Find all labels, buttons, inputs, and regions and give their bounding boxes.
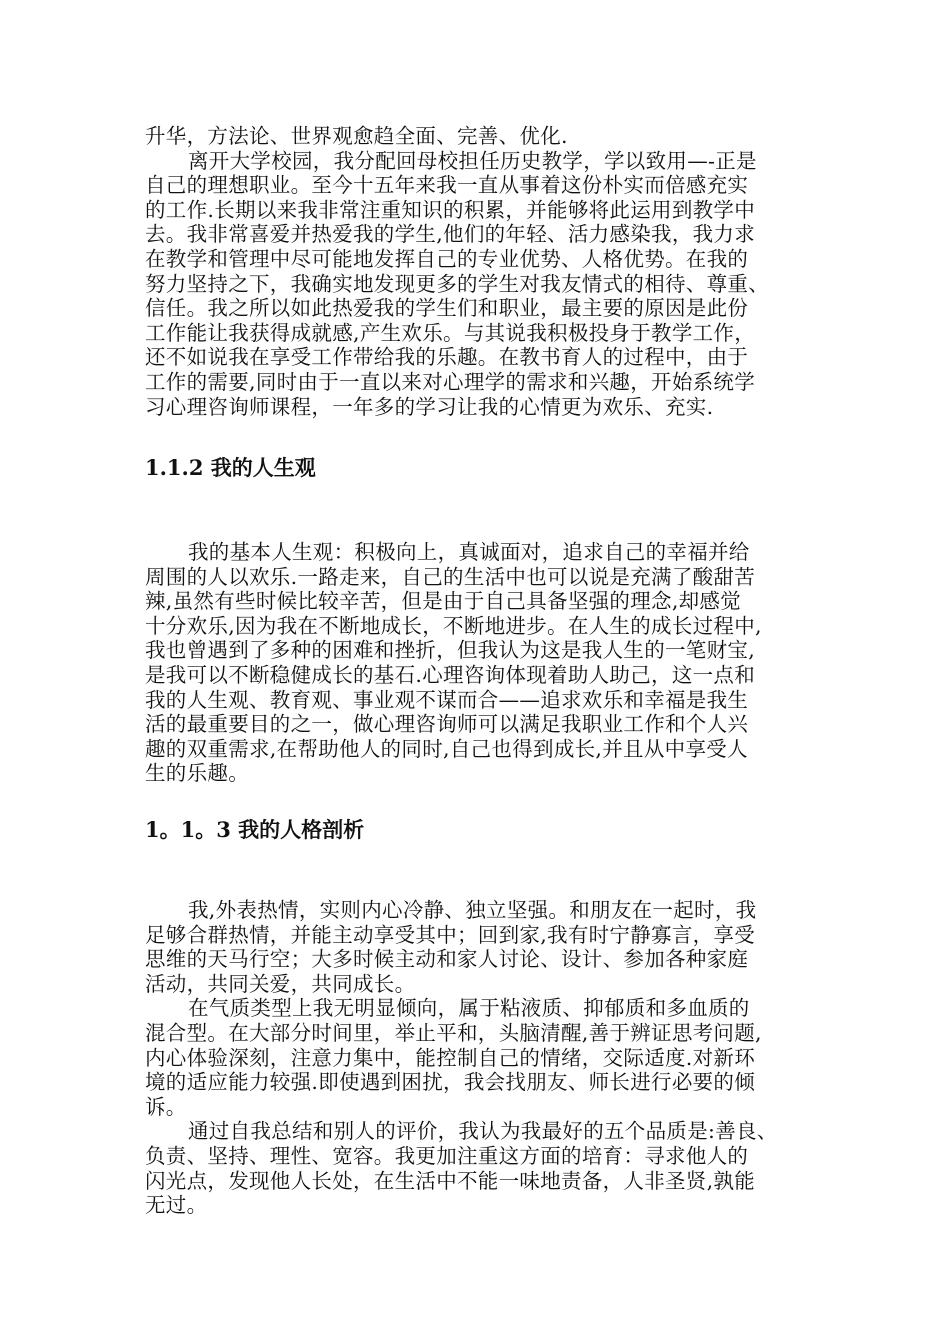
- text-line: 内心体验深刻，注意力集中，能控制自己的情绪，交际适度.对新环: [145, 1045, 756, 1070]
- text-line: 自己的理想职业。至今十五年来我一直从事着这份朴实而倍感充实: [145, 173, 749, 198]
- text-line: 的工作.长期以来我非常注重知识的积累，并能够将此运用到教学中: [145, 197, 756, 222]
- text-line: 负责、坚持、理性、宽容。我更加注重这方面的培育：寻求他人的: [145, 1143, 749, 1168]
- section-heading-outlook: 1.1.2 我的人生观: [145, 455, 316, 480]
- text-line: 生的乐趣。: [145, 761, 249, 786]
- text-line: 去。我非常喜爱并热爱我的学生,他们的年轻、活力感染我，我力求: [145, 222, 756, 247]
- text-line: 我的人生观、教育观、事业观不谋而合——追求欢乐和幸福是我生: [145, 687, 749, 712]
- text-line: 思维的天马行空；大多时候主动和家人讨论、设计、参加各种家庭: [145, 947, 749, 972]
- paragraph-personality: [145, 898, 815, 1218]
- paragraph-outlook: [145, 540, 815, 786]
- text-line: 工作的需要,同时由于一直以来对心理学的需求和兴趣，开始系统学: [145, 369, 756, 394]
- text-line: 在教学和管理中尽可能地发挥自己的专业优势、人格优势。在我的: [145, 246, 749, 271]
- paragraph-career: [145, 124, 815, 419]
- section-heading-personality: 1。1。3 我的人格剖析: [145, 817, 365, 842]
- text-line: 境的适应能力较强.即使遇到困扰，我会找朋友、师长进行必要的倾: [145, 1070, 756, 1095]
- text-line: 混合型。在大部分时间里，举止平和，头脑清醒,善于辨证思考问题,: [145, 1020, 762, 1045]
- text-line: 信任。我之所以如此热爱我的学生们和职业，最主要的原因是此份: [145, 296, 749, 321]
- text-line: 辣,虽然有些时候比较辛苦，但是由于自己具备坚强的理念,却感觉: [145, 589, 742, 614]
- text-line: 活动，共同关爱，共同成长。: [145, 971, 416, 996]
- text-line: 诉。: [145, 1094, 187, 1119]
- text-line: 我的基本人生观：积极向上，真诚面对，追求自己的幸福并给: [188, 540, 750, 564]
- text-line: 通过自我总结和别人的评价，我认为我最好的五个品质是:善良、: [188, 1119, 778, 1144]
- text-line: 升华，方法论、世界观愈趋全面、完善、优化.: [145, 124, 568, 148]
- text-line: 在气质类型上我无明显倾向，属于粘液质、抑郁质和多血质的: [188, 996, 750, 1021]
- text-line: 我也曾遇到了多种的困难和挫折，但我认为这是我人生的一笔财宝,: [145, 638, 756, 663]
- text-line: 趣的双重需求,在帮助他人的同时,自己也得到成长,并且从中享受人: [145, 736, 748, 761]
- text-line: 还不如说我在享受工作带给我的乐趣。在教书育人的过程中，由于: [145, 345, 749, 370]
- text-line: 十分欢乐,因为我在不断地成长，不断地进步。在人生的成长过程中,: [145, 613, 762, 638]
- text-line: 无过。: [145, 1193, 208, 1218]
- text-line: 工作能让我获得成就感,产生欢乐。与其说我积极投身于教学工作，: [145, 320, 756, 345]
- text-line: 离开大学校园，我分配回母校担任历史教学，学以致用—-正是: [188, 148, 757, 173]
- text-line: 足够合群热情，并能主动享受其中；回到家,我有时宁静寡言，享受: [145, 922, 756, 947]
- text-line: 是我可以不断稳健成长的基石.心理咨询体现着助人助己，这一点和: [145, 662, 756, 687]
- text-line: 闪光点，发现他人长处，在生活中不能一味地责备，人非圣贤,孰能: [145, 1168, 756, 1193]
- text-line: 我,外表热情，实则内心冷静、独立坚强。和朋友在一起时，我: [188, 898, 757, 922]
- text-line: 习心理咨询师课程，一年多的学习让我的心情更为欢乐、充实.: [145, 394, 714, 419]
- text-line: 周围的人以欢乐.一路走来，自己的生活中也可以说是充满了酸甜苦: [145, 564, 756, 589]
- text-line: 活的最重要目的之一，做心理咨询师可以满足我职业工作和个人兴: [145, 712, 749, 737]
- text-line: 努力坚持之下，我确实地发现更多的学生对我友情式的相待、尊重、: [145, 271, 769, 296]
